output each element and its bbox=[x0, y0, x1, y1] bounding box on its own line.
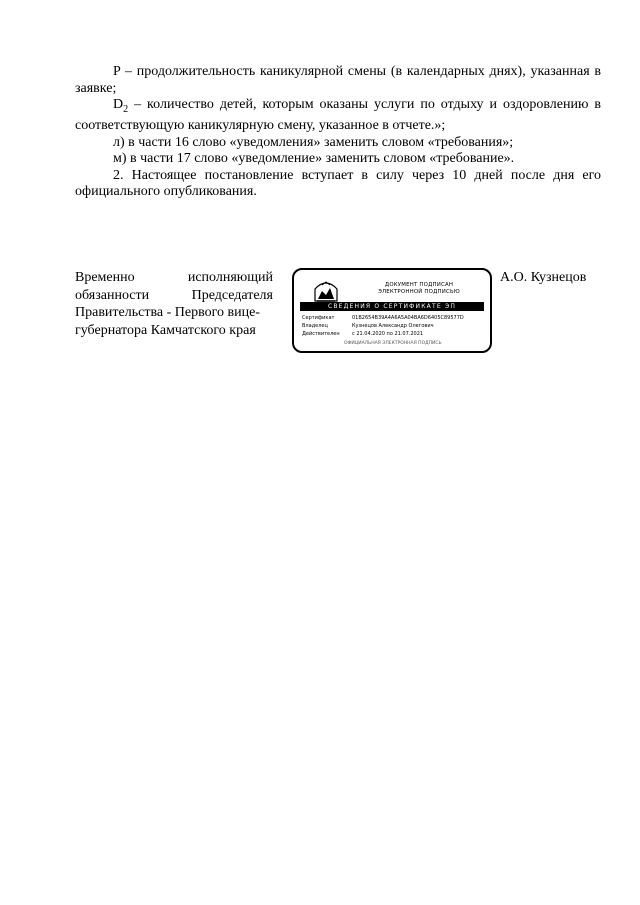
signatory-name: А.О. Кузнецов bbox=[500, 270, 587, 285]
owner-value: Кузнецов Александр Олегович bbox=[352, 323, 434, 329]
document-body bbox=[75, 64, 601, 201]
owner-label: Владелец bbox=[302, 323, 328, 329]
stamp-row-validity bbox=[302, 331, 423, 337]
d2-subscript: 2 bbox=[123, 103, 129, 115]
title-word-1: Временно bbox=[75, 270, 135, 285]
stamp-header-line-2: ЭЛЕКТРОННОЙ ПОДПИСЬЮ bbox=[378, 289, 460, 295]
paragraph-item-m: м) в части 17 слово «уведомление» заменить словом «требование». bbox=[113, 151, 515, 167]
electronic-signature-stamp bbox=[292, 268, 492, 353]
stamp-header bbox=[354, 282, 484, 296]
paragraph-effective-date: 2. Настоящее постановление вступает в силу через 10 дней после дня его официального опубликования. bbox=[75, 167, 601, 200]
d2-symbol: D bbox=[113, 97, 124, 112]
title-line-3: Правительства - Первого вице- bbox=[75, 305, 260, 320]
validity-label: Действителен bbox=[302, 331, 340, 337]
paragraph-item-l: л) в части 16 слово «уведомления» заменить словом «требования»; bbox=[113, 134, 514, 150]
certificate-value: 01B2654B39A4A6A5A04BA6D6405C89577D bbox=[352, 315, 464, 321]
validity-value: с 21.04.2020 по 21.07.2021 bbox=[352, 331, 424, 337]
stamp-row-certificate bbox=[302, 315, 464, 321]
title-line-4: губернатора Камчатского края bbox=[75, 322, 256, 338]
stamp-header-line-1: ДОКУМЕНТ ПОДПИСАН bbox=[384, 282, 454, 288]
coat-of-arms-icon bbox=[313, 279, 339, 303]
certificate-label: Сертификат bbox=[302, 315, 335, 321]
paragraph-d2-definition bbox=[75, 97, 601, 135]
stamp-certificate-bar: СВЕДЕНИЯ О СЕРТИФИКАТЕ ЭП bbox=[300, 302, 484, 311]
signatory-title bbox=[75, 269, 273, 339]
title-word-2: исполняющий bbox=[187, 270, 273, 285]
paragraph-p-definition: P – продолжительность каникулярной смены (в календарных днях), указанная в заявке; bbox=[75, 64, 601, 96]
title-word-4: Председателя bbox=[191, 287, 273, 303]
stamp-footer: ОФИЦИАЛЬНАЯ ЭЛЕКТРОННАЯ ПОДПИСЬ bbox=[344, 341, 442, 346]
d2-text: – количество детей, которым оказаны услуги по отдыху и оздоровлению в соответствующую каникулярную смену, указанное в отчете.»; bbox=[75, 97, 601, 134]
stamp-row-owner bbox=[302, 323, 434, 329]
title-word-3: обязанности bbox=[75, 287, 150, 303]
